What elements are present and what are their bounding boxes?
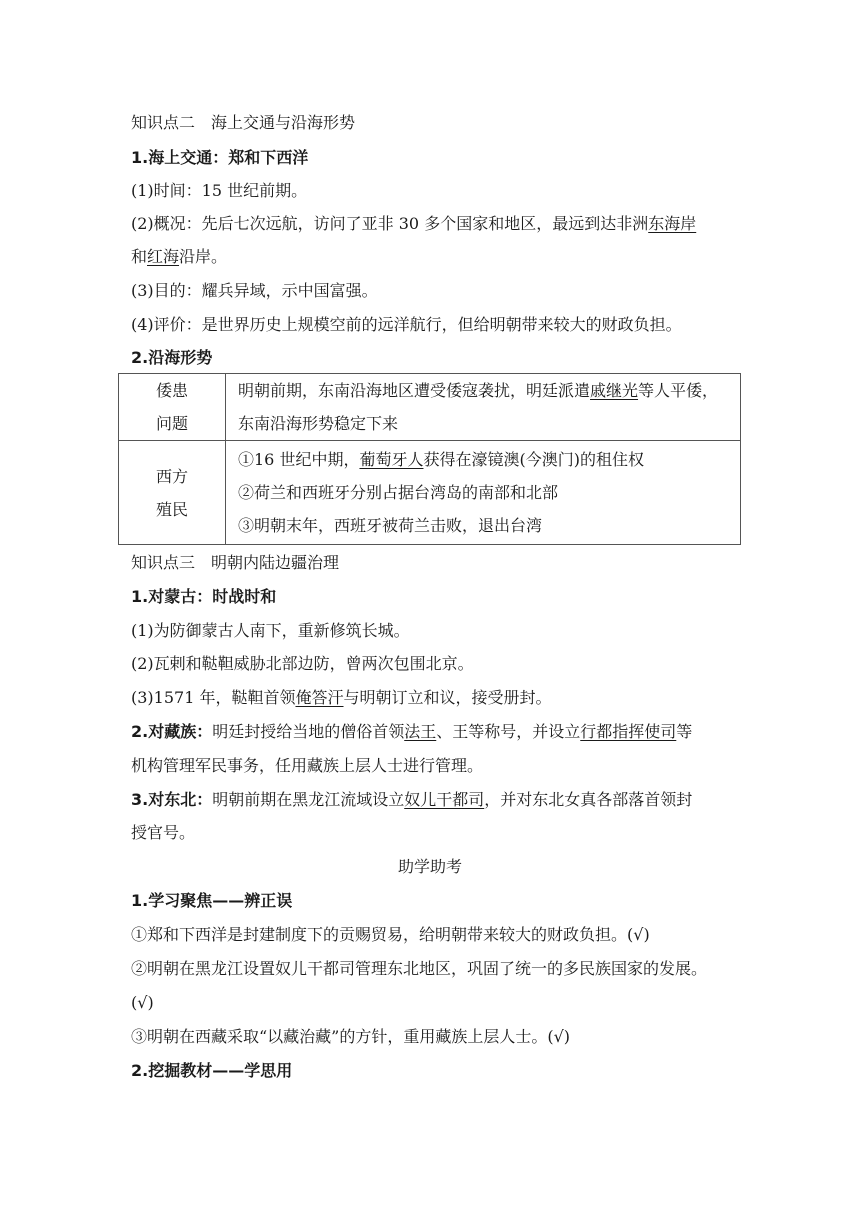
table-row (119, 441, 741, 545)
paragraph-mongols-3 (131, 687, 552, 709)
coastal-situation-table (118, 373, 741, 545)
underlined-term: 行都指挥使司 (580, 722, 677, 741)
paragraph-purpose: (3)目的：耀兵异域，示中国富强。 (131, 281, 378, 300)
paragraph-overview (131, 213, 696, 235)
cell-line: ③明朝末年，西班牙被荷兰击败，退出台湾 (238, 516, 543, 535)
paragraph-northeast-cont: 授官号。 (131, 823, 196, 842)
table-cell (226, 441, 741, 545)
text-span: 获得在濠镜澳(今澳门)的租住权 (423, 450, 644, 469)
subsection-title-textbook: 2.挖掘教材——学思用 (131, 1061, 293, 1080)
row-header-line: 倭患 (155, 381, 188, 400)
cell-line (238, 443, 740, 476)
paragraph-tibet-cont: 机构管理军民事务，任用藏族上层人士进行管理。 (131, 756, 484, 775)
paragraph-label: 3.对东北： (131, 790, 213, 809)
text-span: 、王等称号，并设立 (436, 722, 581, 741)
subsection-title-coastal: 2.沿海形势 (131, 348, 213, 367)
text-span: 沿岸。 (179, 247, 228, 266)
section-title-help: 助学助考 (397, 857, 462, 876)
underlined-term: 法王 (404, 722, 437, 741)
paragraph-mongols-2: (2)瓦剌和鞑靼威胁北部边防，曾两次包围北京。 (131, 654, 474, 673)
underlined-term: 东海岸 (648, 214, 697, 233)
text-span: 明朝前期，东南沿海地区遭受倭寇袭扰，明廷派遣 (238, 381, 591, 400)
text-span: 等 (676, 722, 693, 741)
subsection-title-mongols: 1.对蒙古：时战时和 (131, 587, 277, 606)
underlined-term: 奴儿干都司 (404, 790, 485, 809)
paragraph-northeast (131, 789, 692, 811)
judgment-item-3: ③明朝在西藏采取“以藏治藏”的方针，重用藏族上层人士。(√) (131, 1027, 571, 1046)
underlined-term: 葡萄牙人 (359, 450, 424, 469)
paragraph-label: 2.对藏族： (131, 722, 213, 741)
section-heading-kp2: 知识点二 海上交通与沿海形势 (131, 113, 356, 132)
paragraph-mongols-1: (1)为防御蒙古人南下，重新修筑长城。 (131, 621, 410, 640)
text-span: ①16 世纪中期， (238, 450, 360, 469)
text-span: 明朝前期在黑龙江流域设立 (212, 790, 405, 809)
table-row-header (119, 441, 226, 545)
text-span: (3)1571 年，鞑靼首领 (131, 688, 296, 707)
section-heading-kp3: 知识点三 明朝内陆边疆治理 (131, 553, 340, 572)
cell-line (238, 374, 740, 407)
judgment-item-1: ①郑和下西洋是封建制度下的贡赐贸易，给明朝带来较大的财政负担。(√) (131, 925, 650, 944)
underlined-term: 戚继光 (590, 381, 639, 400)
cell-line: ②荷兰和西班牙分别占据台湾岛的南部和北部 (238, 483, 559, 502)
text-span: ，并对东北女真各部落首领封 (484, 790, 693, 809)
table-cell (226, 374, 741, 441)
row-header-line: 西方 (155, 466, 188, 486)
judgment-item-2: ②明朝在黑龙江设置奴儿干都司管理东北地区，巩固了统一的多民族国家的发展。 (131, 959, 708, 978)
underlined-term: 红海 (147, 247, 180, 266)
text-span: 与明朝订立和议，接受册封。 (343, 688, 552, 707)
row-header-line: 殖民 (155, 499, 188, 519)
row-header-line: 问题 (155, 414, 188, 433)
paragraph-time: (1)时间：15 世纪前期。 (131, 181, 308, 200)
subsection-title-maritime: 1.海上交通：郑和下西洋 (131, 148, 309, 167)
text-span: 等人平倭， (638, 381, 719, 400)
paragraph-evaluation: (4)评价：是世界历史上规模空前的远洋航行，但给明朝带来较大的财政负担。 (131, 315, 682, 334)
judgment-item-2-mark: (√) (131, 993, 154, 1012)
underlined-term: 俺答汗 (295, 688, 344, 707)
paragraph-overview-cont (131, 246, 227, 268)
cell-line: 东南沿海形势稳定下来 (238, 414, 399, 433)
text-span: 明廷封授给当地的僧俗首领 (212, 722, 405, 741)
text-span: (2)概况：先后七次远航，访问了亚非 30 多个国家和地区，最远到达非洲 (131, 214, 649, 233)
table-row (119, 374, 741, 441)
paragraph-tibet (131, 721, 692, 743)
text-span: 和 (131, 247, 148, 266)
subsection-title-focus: 1.学习聚焦——辨正误 (131, 891, 293, 910)
table-row-header (119, 374, 226, 441)
